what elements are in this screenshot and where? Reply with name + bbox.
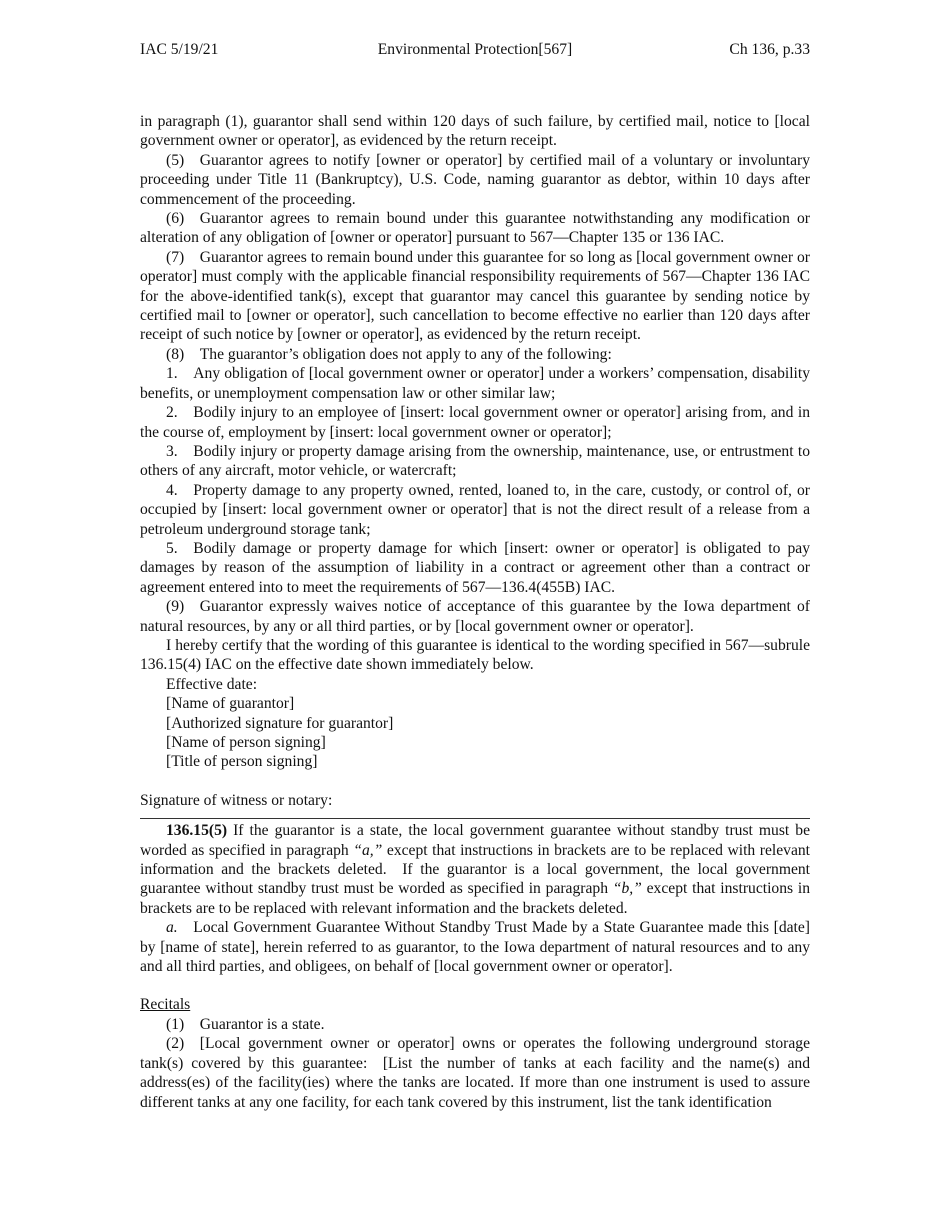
rule-text-3: except that instructions in brackets are to be replaced with relevant information and the brackets deleted. [140, 880, 810, 917]
witness-signature-label: Signature of witness or notary: [140, 791, 333, 809]
document-body [140, 112, 810, 1112]
name-of-guarantor: [Name of guarantor] [166, 695, 295, 713]
paragraph-continued: in paragraph (1), guarantor shall send within 120 days of such failure, by certified mail, notice to [local government owner or operator], as evidenced by the return receipt. [140, 113, 810, 150]
paragraph-9: (9) Guarantor expressly waives notice of acceptance of this guarantee by the Iowa department of natural resources, by any or all third parties, or by [local government owner or operator]. [140, 598, 810, 635]
paragraph-a-text: Local Government Guarantee Without Standby Trust Made by a State Guarantee made this [date] by [name of state], herein referred to as guarantor, to the Iowa department of natural resources and to any and all third parties, and obligees, on behalf of [local government owner or operator]. [140, 919, 810, 976]
list-item-5: 5. Bodily damage or property damage for which [insert: owner or operator] is obligated to pay damages by reason of the assumption of liability in a contract or agreement other than a contract or agreement entered into to meet the requirements of 567—136.4(455B) IAC. [140, 539, 810, 596]
paragraph-7: (7) Guarantor agrees to remain bound under this guarantee for so long as [local government owner or operator] must comply with the applicable financial responsibility requirements of 567—Chapter 136 IAC for the above-identified tank(s), except that guarantor may cancel this guarantee by sending notice by certified mail to [owner or operator], such cancellation to become effective no earlier than 120 days after receipt of such notice by [owner or operator], as evidenced by the return receipt. [140, 248, 810, 344]
section-divider [140, 818, 810, 819]
list-item-4: 4. Property damage to any property owned, rented, loaned to, in the care, custody, or control of, or occupied by [insert: local government owner or operator] that is not the direct result of a release from a petroleum underground storage tank; [140, 481, 810, 538]
rule-text-2: except that instructions in brackets are to be replaced with relevant information and the brackets deleted. If the guarantor is a local government, the local government guarantee without standby trust must be worded as specified in paragraph [140, 841, 811, 898]
recital-2: (2) [Local government owner or operator] owns or operates the following underground storage tank(s) covered by this guarantee: [List the number of tanks at each facility and the name(s) and address(es) of the facility(ies) where the tanks are located. If more than one instrument is used to assure different tanks at any one facility, for each tank covered by this instrument, list the tank identification [140, 1035, 810, 1111]
rule-text-1: If the guarantor is a state, the local government guarantee without standby trust must be worded as specified in paragraph [140, 822, 810, 859]
paragraph-5: (5) Guarantor agrees to notify [owner or operator] by certified mail of a voluntary or involuntary proceeding under Title 11 (Bankruptcy), U.S. Code, naming guarantor as debtor, within 10 days after commencement of the proceeding. [140, 151, 810, 208]
paragraph-8: (8) The guarantor’s obligation does not apply to any of the following: [166, 345, 612, 363]
paragraph-a-letter: a. [166, 919, 178, 937]
paragraph-ref-b: “b,” [612, 880, 642, 898]
paragraph-6: (6) Guarantor agrees to remain bound under this guarantee notwithstanding any modification or alteration of any obligation of [owner or operator] pursuant to 567—Chapter 135 or 136 IAC. [140, 210, 810, 247]
name-of-person-signing: [Name of person signing] [166, 734, 326, 751]
authorized-signature: [Authorized signature for guarantor] [166, 714, 394, 732]
title-of-person-signing: [Title of person signing] [166, 753, 318, 771]
rule-136-15-5 [140, 821, 810, 918]
list-item-1: 1. Any obligation of [local government owner or operator] under a workers’ compensation, disability benefits, or unemployment compensation law or other similar law; [140, 365, 810, 402]
paragraph-ref-a: “a,” [353, 841, 383, 859]
certification-statement: I hereby certify that the wording of this guarantee is identical to the wording specified in 567—subrule 136.15(4) IAC on the effective date shown immediately below. [140, 636, 810, 674]
header-page-number: Ch 136, p.33 [729, 41, 810, 58]
list-item-2: 2. Bodily injury to an employee of [insert: local government owner or operator] arising from, and in the course of, employment by [insert: local government owner or operator]; [140, 404, 810, 441]
signature-block [140, 675, 810, 772]
recitals-heading: Recitals [140, 996, 191, 1014]
page-header [140, 40, 810, 62]
header-title: Environmental Protection[567] [377, 41, 573, 58]
effective-date-label: Effective date: [166, 675, 258, 693]
header-date: IAC 5/19/21 [140, 41, 219, 58]
recital-1: (1) Guarantor is a state. [166, 1015, 325, 1033]
list-item-3: 3. Bodily injury or property damage arising from the ownership, maintenance, use, or entrustment to others of any aircraft, motor vehicle, or watercraft; [140, 442, 810, 480]
paragraph-a [140, 918, 810, 976]
rule-number: 136.15(5) [166, 822, 228, 840]
